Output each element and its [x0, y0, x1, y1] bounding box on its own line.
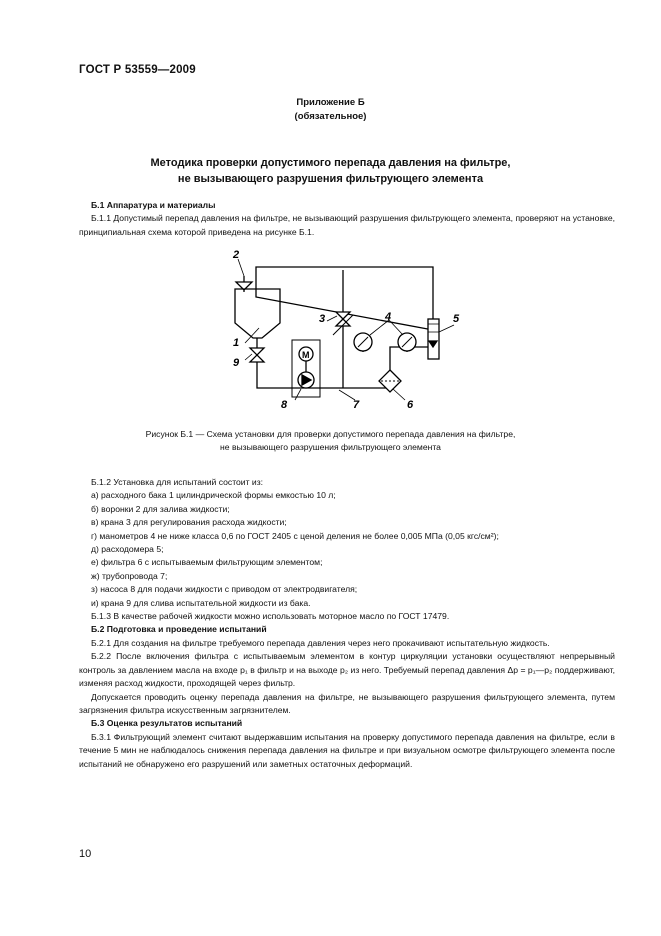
- label-3: 3: [319, 313, 326, 325]
- paragraph-b31: Б.3.1 Фильтрующий элемент считают выдержавшим испытания на проверку допустимого перепада давления на фильтре, если в течение 5 мин не наблюдалось снижения перепада давления на фильтре и при визуальном осмотре фильтрующего элемента после испытаний не обнаружено его разрушений или заметных остаточных деформаций.: [79, 731, 615, 769]
- list-item-v: в) крана 3 для регулирования расхода жидкости;: [91, 517, 287, 528]
- label-5: 5: [453, 313, 460, 325]
- list-item-g: г) манометров 4 не ниже класса 0,6 по ГОСТ 2405 с ценой деления не более 0,005 МПа (0,05 кгс/см²);: [91, 530, 499, 541]
- list-item-zh: ж) трубопровода 7;: [91, 570, 168, 581]
- section-heading-b2: Б.2 Подготовка и проведение испытаний: [91, 624, 267, 635]
- paragraph-b22: Б.2.2 После включения фильтра с испытываемым элементом в контур циркуляции установки осуществляют непрерывный контроль за давлением масла на входе p₁ в фильтр и на выходе p₂ из него. Требуемый перепад давления Δp = p₁—p₂ поддерживают, изменяя расход жидкости, проходящей через фильтр.: [79, 651, 615, 689]
- drain-valve: [250, 348, 264, 362]
- list-item-e: е) фильтра 6 с испытываемым фильтрующим элементом;: [91, 557, 323, 568]
- paragraph-b12-intro: Б.1.2 Установка для испытаний состоит из:: [91, 477, 264, 487]
- appendix-name: Приложение Б: [296, 97, 365, 108]
- section-b1: [79, 199, 615, 239]
- label-7: 7: [353, 399, 360, 411]
- tank: [235, 289, 280, 338]
- paragraph-b13: Б.1.3 В качестве рабочей жидкости можно использовать моторное масло по ГОСТ 17479.: [91, 611, 450, 622]
- section-b12: [79, 476, 615, 771]
- label-8: 8: [281, 399, 288, 411]
- standard-header: ГОСТ Р 53559—2009: [79, 64, 196, 76]
- label-1: 1: [233, 337, 240, 349]
- paragraph-b11: Б.1.1 Допустимый перепад давления на фильтре, не вызывающий разрушения фильтрующего элемента, проверяют на установке, принципиальная схема которой приведена на рисунке Б.1.: [79, 213, 615, 237]
- motor-label: M: [302, 350, 310, 360]
- throttle-valve: [336, 312, 350, 326]
- label-6: 6: [407, 399, 414, 411]
- label-9: 9: [233, 357, 240, 369]
- appendix-kind: (обязательное): [294, 111, 367, 122]
- label-2: 2: [233, 249, 240, 261]
- figure-caption-line-2: не вызывающего разрушения фильтрующего элемента: [220, 442, 441, 452]
- label-4: 4: [385, 311, 392, 323]
- section-heading-b3: Б.3 Оценка результатов испытаний: [91, 718, 243, 729]
- list-item-b: б) воронки 2 для залива жидкости;: [91, 503, 230, 514]
- paragraph-b2-note: Допускается проводить оценку перепада давления на фильтре, не вызывающего разрушения фильтрующего элемента, путем загрязнения фильтра искусственным загрязнителем.: [79, 691, 615, 715]
- page-number: 10: [79, 848, 92, 860]
- title-line-2: не вызывающего разрушения фильтрующего элемента: [177, 173, 484, 185]
- paragraph-b21: Б.2.1 Для создания на фильтре требуемого перепада давления через него прокачивают испытательную жидкость.: [91, 637, 550, 648]
- test-rig-schematic: [215, 240, 460, 420]
- list-item-d: д) расходомера 5;: [91, 544, 164, 555]
- list-item-i: и) крана 9 для слива испытательной жидкости из бака.: [91, 597, 311, 608]
- list-item-a: а) расходного бака 1 цилиндрической формы емкостью 10 л;: [91, 490, 336, 501]
- section-heading-b1: Б.1 Аппаратура и материалы: [91, 200, 216, 210]
- title-line-1: Методика проверки допустимого перепада давления на фильтре,: [150, 157, 511, 169]
- figure-caption-line-1: Рисунок Б.1 — Схема установки для проверки допустимого перепада давления на фильтре,: [145, 429, 516, 439]
- flowmeter: [428, 319, 439, 359]
- list-item-z: з) насоса 8 для подачи жидкости с приводом от электродвигателя;: [91, 584, 358, 595]
